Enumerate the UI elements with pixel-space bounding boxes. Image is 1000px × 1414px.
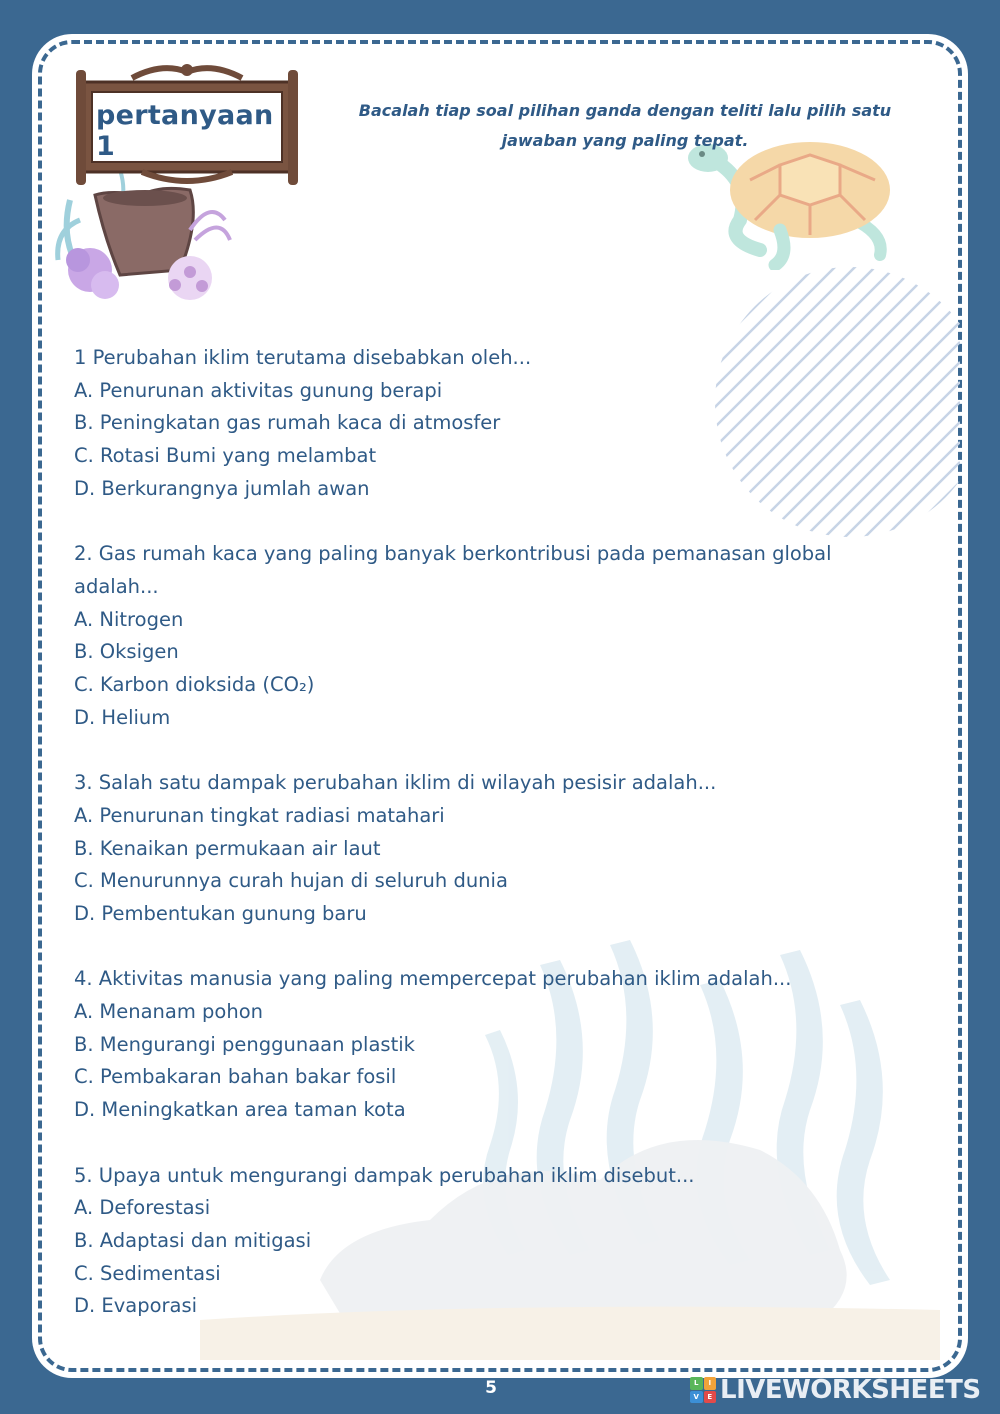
option-b[interactable]: B. Mengurangi penggunaan plastik bbox=[74, 1032, 415, 1056]
option-a[interactable]: A. Nitrogen bbox=[74, 607, 184, 631]
question-text: 3. Salah satu dampak perubahan iklim di wilayah pesisir adalah... bbox=[74, 771, 717, 795]
option-c[interactable]: C. Karbon dioksida (CO₂) bbox=[74, 673, 315, 697]
page-number: 5 bbox=[485, 1378, 497, 1398]
option-a[interactable]: A. Menanam pohon bbox=[74, 1000, 263, 1024]
liveworksheets-brand bbox=[690, 1372, 981, 1408]
option-d[interactable]: D. Evaporasi bbox=[74, 1294, 198, 1318]
question-text: 4. Aktivitas manusia yang paling mempercepat perubahan iklim adalah... bbox=[74, 967, 792, 991]
question-text: 5. Upaya untuk mengurangi dampak perubahan iklim disebut... bbox=[74, 1163, 695, 1187]
option-d[interactable]: D. Pembentukan gunung baru bbox=[74, 901, 367, 925]
question-3 bbox=[74, 767, 874, 931]
option-c[interactable]: C. Menurunnya curah hujan di seluruh dunia bbox=[74, 869, 508, 893]
option-d[interactable]: D. Meningkatkan area taman kota bbox=[74, 1098, 406, 1122]
option-b[interactable]: B. Kenaikan permukaan air laut bbox=[74, 836, 381, 860]
option-b[interactable]: B. Peningkatan gas rumah kaca di atmosfer bbox=[74, 411, 501, 435]
quiz-section bbox=[74, 342, 874, 1356]
question-4 bbox=[74, 963, 874, 1127]
option-b[interactable]: B. Adaptasi dan mitigasi bbox=[74, 1228, 312, 1252]
question-5 bbox=[74, 1160, 874, 1324]
option-a[interactable]: A. Penurunan tingkat radiasi matahari bbox=[74, 803, 445, 827]
brand-name: LIVEWORKSHEETS bbox=[720, 1375, 981, 1405]
instruction-text: Bacalah tiap soal pilihan ganda dengan teliti lalu pilih satu jawaban yang paling tepat. bbox=[358, 101, 892, 150]
question-text: 1 Perubahan iklim terutama disebabkan oleh... bbox=[74, 346, 532, 369]
option-a[interactable]: A. Deforestasi bbox=[74, 1196, 211, 1220]
option-a[interactable]: A. Penurunan aktivitas gunung berapi bbox=[74, 378, 443, 402]
option-c[interactable]: C. Rotasi Bumi yang melambat bbox=[74, 444, 377, 468]
question-2 bbox=[74, 538, 874, 734]
option-d[interactable]: D. Helium bbox=[74, 705, 171, 729]
liveworksheets-logo-icon: L I V E bbox=[690, 1377, 716, 1403]
question-1 bbox=[74, 342, 874, 506]
option-c[interactable]: C. Pembakaran bahan bakar fosil bbox=[74, 1065, 397, 1089]
option-d[interactable]: D. Berkurangnya jumlah awan bbox=[74, 476, 370, 500]
question-text: 2. Gas rumah kaca yang paling banyak berkontribusi pada pemanasan global adalah... bbox=[74, 542, 832, 598]
option-b[interactable]: B. Oksigen bbox=[74, 640, 179, 664]
option-c[interactable]: C. Sedimentasi bbox=[74, 1261, 221, 1285]
sign-title: pertanyaan 1 bbox=[96, 100, 274, 162]
